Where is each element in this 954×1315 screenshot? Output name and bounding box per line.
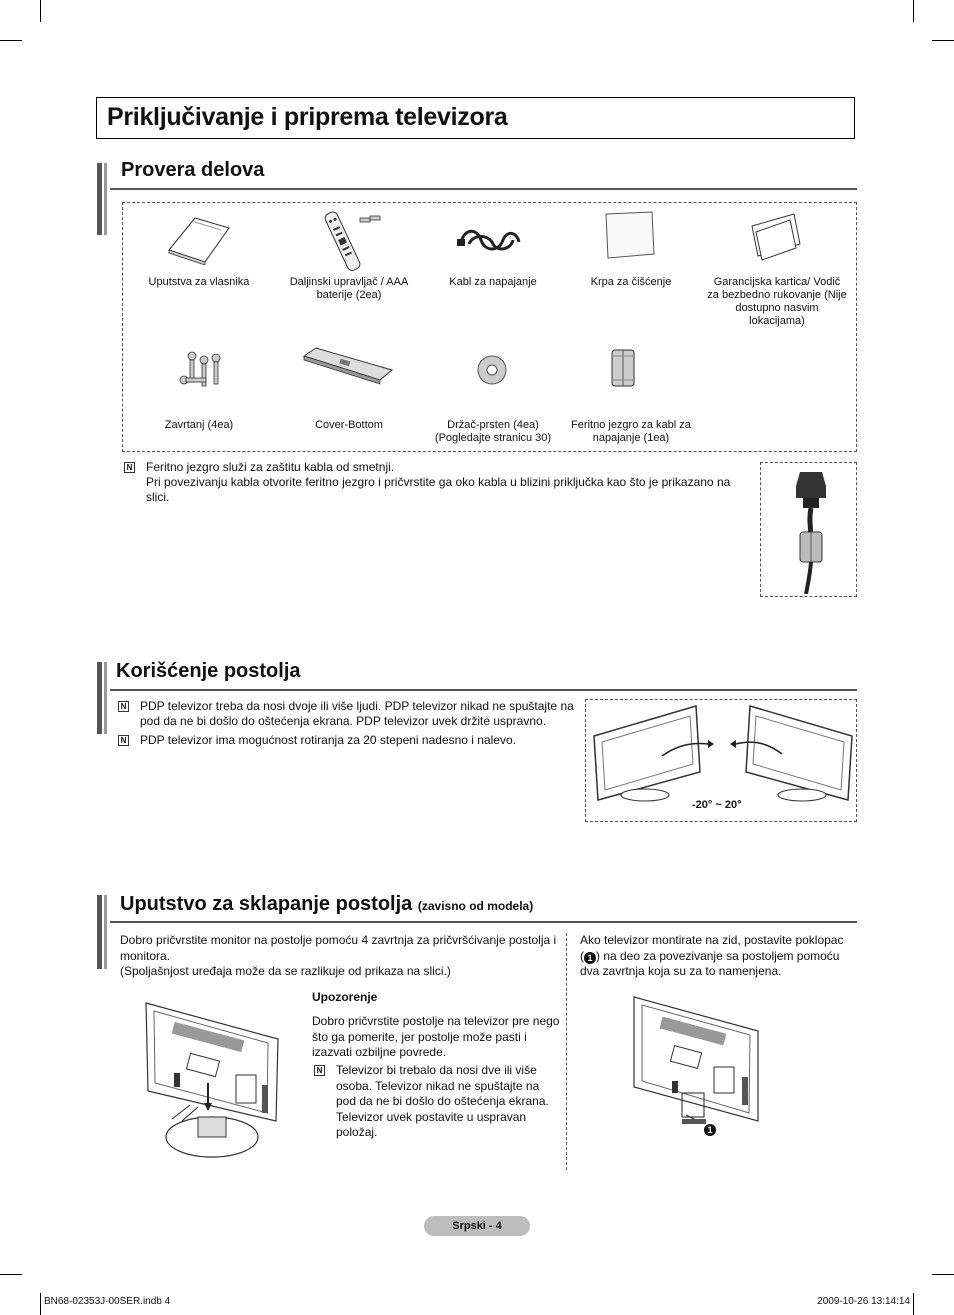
section-marker bbox=[97, 895, 109, 969]
footer-timestamp: 2009-10-26 13:14:14 bbox=[817, 1296, 910, 1307]
screws-icon bbox=[172, 350, 232, 398]
page-title: Priključivanje i priprema televizora bbox=[107, 103, 508, 131]
part-label-cloth: Krpa za čišćenje bbox=[590, 276, 672, 288]
part-label-remote: Daljinski upravljač / AAA baterije (2ea) bbox=[289, 276, 409, 301]
wall-mount-text-b: ) na deo za povezivanje sa postoljem pomoću dva zavrtnja koja su za to namenjena. bbox=[580, 948, 840, 978]
power-plug-ferrite-icon bbox=[770, 466, 850, 594]
note-icon: N bbox=[124, 462, 135, 473]
section-heading-stand-use: Korišćenje postolja bbox=[116, 660, 301, 682]
wall-mount-text bbox=[580, 933, 850, 980]
warranty-card-icon bbox=[746, 212, 806, 262]
ferrite-core-icon bbox=[608, 346, 638, 391]
part-label-warranty: Garancijska kartica/ Vodič za bezbedno rukovanje (Nije dostupno nasvim lokacijama) bbox=[707, 276, 847, 327]
ferrite-note bbox=[146, 460, 746, 505]
warning-text: Dobro pričvrstite postolje na televizor pre nego što ga pomerite, jer postolje može pasti i izazvati ozbiljne povrede. bbox=[312, 1014, 560, 1059]
ferrite-note-line2: Pri povezivanju kabla otvorite feritno jezgro i pričvrstite ga oko kabla u blizini priključka kao što je prikazano na slici. bbox=[146, 475, 731, 504]
assembly-text-2: (Spoljašnjost uređaja može da se razlikuje od prikaza na slici.) bbox=[120, 964, 451, 978]
part-label-screws: Zavrtanj (4ea) bbox=[164, 419, 234, 431]
section-rule bbox=[110, 689, 857, 691]
remote-control-icon bbox=[318, 208, 388, 273]
page-number-badge: Srpski - 4 bbox=[424, 1216, 530, 1236]
callout-number: 1 bbox=[704, 1124, 716, 1136]
section-rule bbox=[110, 921, 857, 923]
holder-ring-icon bbox=[472, 352, 512, 388]
column-divider bbox=[566, 933, 567, 1170]
tv-rotation-illustration bbox=[590, 702, 855, 802]
assembly-text-1: Dobro pričvrstite monitor na postolje pomoću 4 zavrtnja za pričvršćivanje postolja i monitora. bbox=[120, 933, 557, 963]
power-cable-icon bbox=[455, 222, 525, 257]
note-icon: N bbox=[118, 735, 129, 746]
part-label-holder-ring: Držač-prsten (4ea) (Pogledajte stranicu 30) bbox=[434, 419, 552, 444]
section-heading-parts: Provera delova bbox=[121, 159, 265, 181]
page-title-box bbox=[96, 97, 855, 139]
part-label-cover-bottom: Cover-Bottom bbox=[315, 419, 383, 431]
stand-assembly-illustration bbox=[140, 995, 295, 1165]
ferrite-note-line1: Feritno jezgro služi za zaštitu kabla od smetnji. bbox=[146, 460, 395, 474]
stand-note-2: PDP televizor ima mogućnost rotiranja za 20 stepeni nadesno i nalevo. bbox=[140, 733, 516, 747]
cover-mount-illustration bbox=[628, 995, 768, 1140]
manual-icon bbox=[165, 210, 235, 265]
assembly-heading-text: Uputstvo za sklapanje postolja bbox=[120, 893, 413, 915]
section-heading-assembly bbox=[120, 893, 533, 916]
cover-bottom-icon bbox=[300, 346, 395, 386]
note-icon: N bbox=[314, 1065, 325, 1076]
callout-marker-inline: 1 bbox=[584, 952, 596, 964]
cleaning-cloth-icon bbox=[600, 210, 660, 265]
section-marker bbox=[97, 662, 109, 734]
part-label-manual: Uputstva za vlasnika bbox=[148, 276, 250, 288]
part-label-cable: Kabl za napajanje bbox=[449, 276, 537, 288]
part-label-ferrite: Feritno jezgro za kabl za napajanje (1ea) bbox=[571, 419, 691, 444]
section-marker bbox=[97, 163, 109, 235]
note-icon: N bbox=[118, 701, 129, 712]
warning-title: Upozorenje bbox=[312, 990, 378, 1004]
wall-mount-text-a: Ako televizor montirate na zid, postavite poklopac ( bbox=[580, 933, 844, 963]
section-rule bbox=[110, 188, 857, 190]
warning-note: Televizor bi trebalo da nosi dve ili više osoba. Televizor nikad ne spuštajte na pod da ne bi došlo do oštećenja ekrana. Televizor uvek postavite u uspravan položaj. bbox=[336, 1063, 549, 1139]
footer-file-name: BN68-02353J-00SER.indb 4 bbox=[44, 1296, 171, 1307]
assembly-heading-note: (zavisno od modela) bbox=[417, 899, 534, 913]
stand-note-1: PDP televizor treba da nosi dvoje ili više ljudi. PDP televizor nikad ne spuštajte na pod da ne bi došlo do oštećenja ekrana. PDP televizor uvek držite uspravno. bbox=[140, 699, 574, 728]
rotation-angle-label: -20° ~ 20° bbox=[692, 799, 742, 811]
